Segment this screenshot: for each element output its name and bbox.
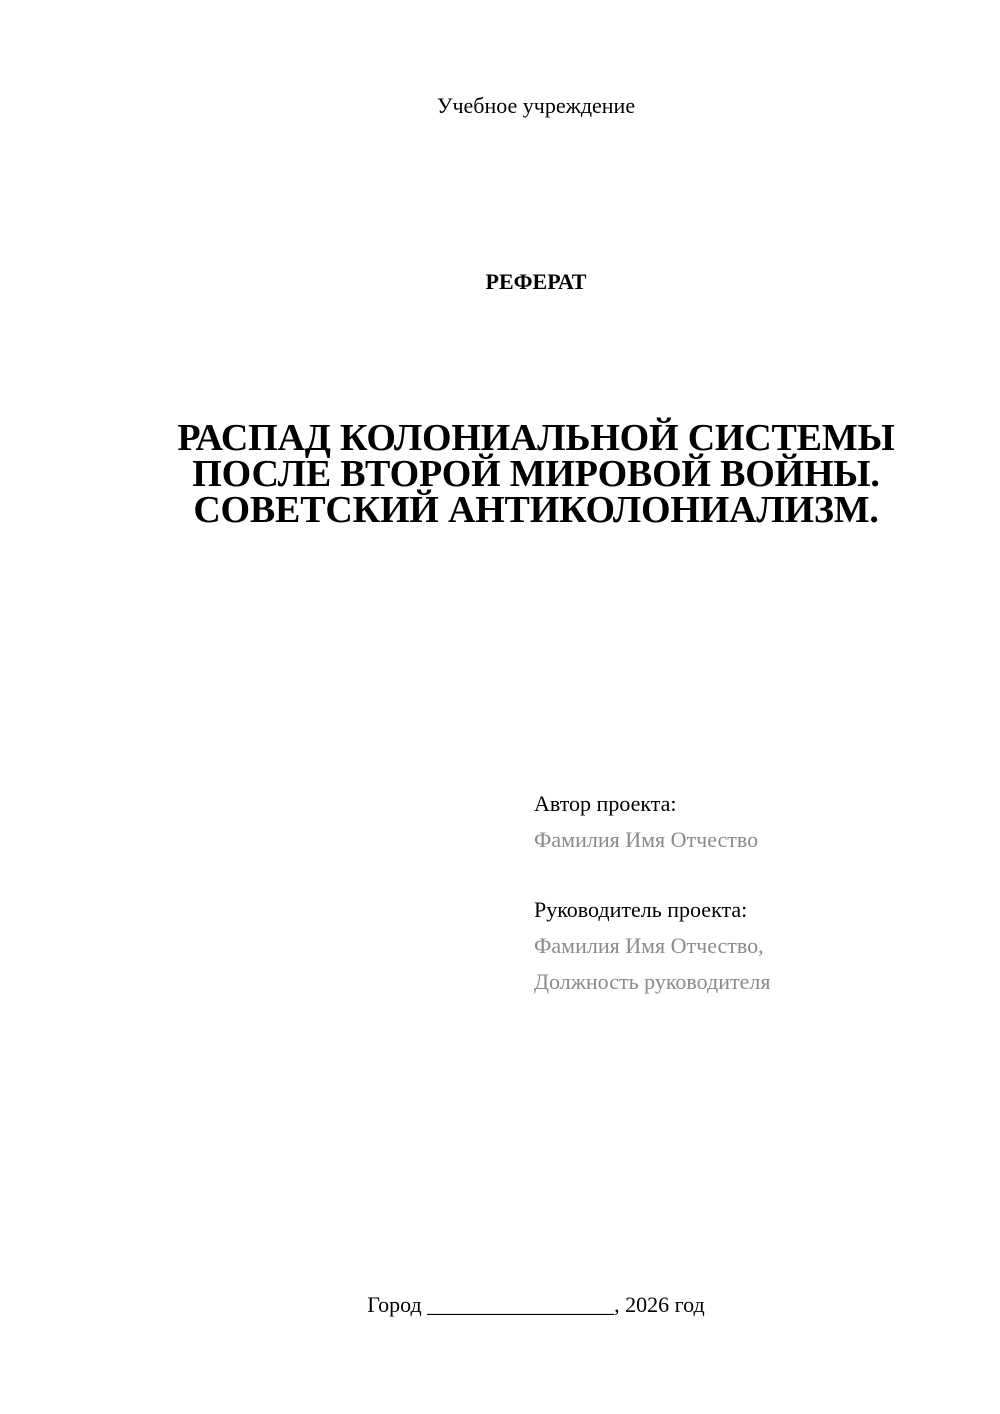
- institution-name: Учебное учреждение: [436, 93, 636, 118]
- supervisor-position: Должность руководителя: [534, 969, 771, 994]
- city-year-footer: Город _________________, 2026 год: [367, 1292, 705, 1317]
- supervisor-name: Фамилия Имя Отчество,: [534, 933, 764, 958]
- supervisor-block: [534, 892, 954, 1000]
- title-line: РАСПАД КОЛОНИАЛЬНОЙ СИСТЕМЫ: [177, 417, 895, 459]
- supervisor-label: Руководитель проекта:: [534, 897, 748, 922]
- author-name: Фамилия Имя Отчество: [534, 827, 759, 852]
- document-type: РЕФЕРАТ: [485, 269, 587, 294]
- title-line: ПОСЛЕ ВТОРОЙ МИРОВОЙ ВОЙНЫ.: [192, 453, 880, 495]
- author-label: Автор проекта:: [534, 791, 677, 816]
- document-title: [150, 417, 922, 531]
- title-line: СОВЕТСКИЙ АНТИКОЛОНИАЛИЗМ.: [193, 489, 879, 531]
- author-block: [534, 786, 954, 858]
